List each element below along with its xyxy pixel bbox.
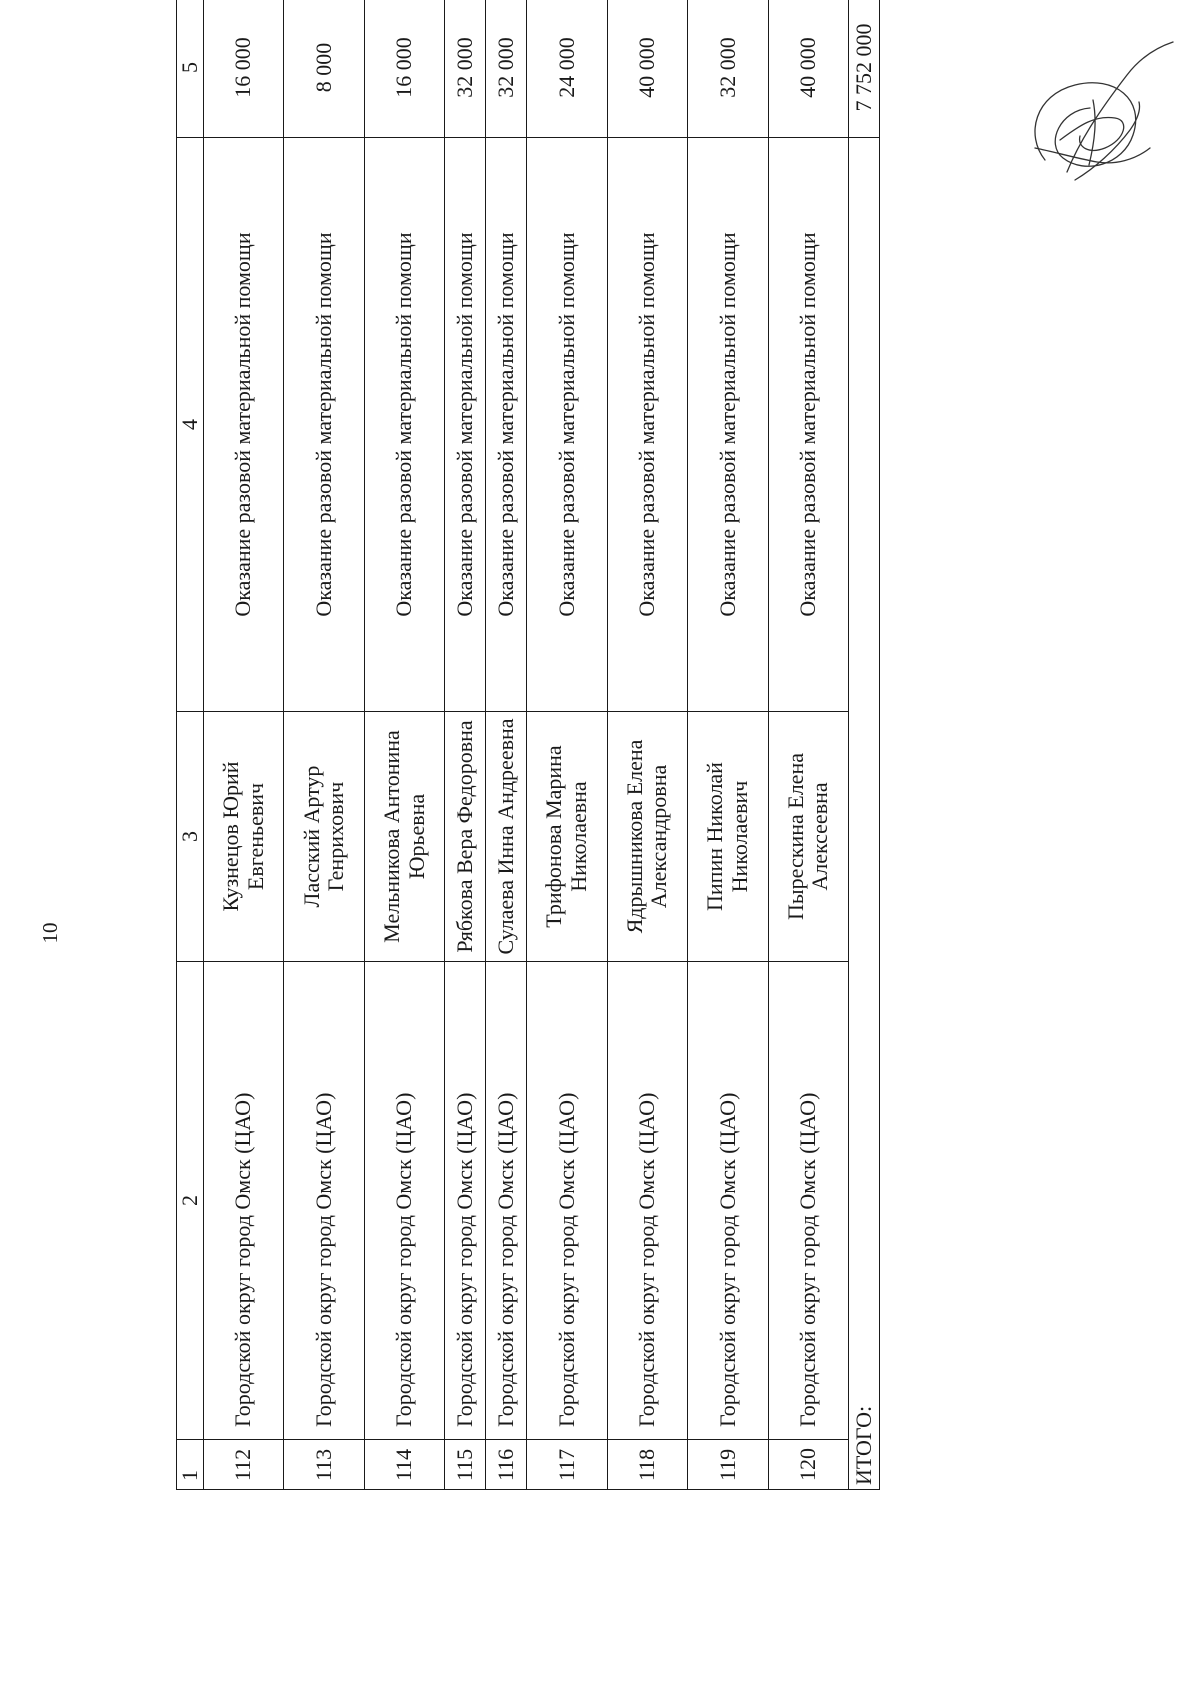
aid-table bbox=[176, 0, 880, 1490]
table-row bbox=[204, 0, 284, 1490]
service-cell: Оказание разовой материальной помощи bbox=[688, 138, 768, 712]
total-amount: 7 752 000 bbox=[849, 0, 880, 138]
region-cell: Городской округ город Омск (ЦАО) bbox=[445, 962, 486, 1440]
region-cell: Городской округ город Омск (ЦАО) bbox=[607, 962, 687, 1440]
amount-cell: 40 000 bbox=[768, 0, 848, 138]
amount-cell: 8 000 bbox=[284, 0, 364, 138]
service-cell: Оказание разовой материальной помощи bbox=[607, 138, 687, 712]
table-row bbox=[284, 0, 364, 1490]
table-row bbox=[445, 0, 486, 1490]
recipient-name-cell: Ядрышникова Елена Александровна bbox=[607, 712, 687, 962]
service-cell: Оказание разовой материальной помощи bbox=[768, 138, 848, 712]
recipient-name-cell: Мельникова Антонина Юрьевна bbox=[364, 712, 444, 962]
service-cell: Оказание разовой материальной помощи bbox=[486, 138, 527, 712]
recipient-name-cell: Ласский Артур Генрихович bbox=[284, 712, 364, 962]
region-cell: Городской округ город Омск (ЦАО) bbox=[204, 962, 284, 1440]
region-cell: Городской округ город Омск (ЦАО) bbox=[688, 962, 768, 1440]
total-row bbox=[849, 0, 880, 1490]
region-cell: Городской округ город Омск (ЦАО) bbox=[527, 962, 607, 1440]
row-number: 113 bbox=[284, 1440, 364, 1490]
amount-cell: 16 000 bbox=[204, 0, 284, 138]
recipient-name-cell: Пырескина Елена Алексеевна bbox=[768, 712, 848, 962]
service-cell: Оказание разовой материальной помощи bbox=[445, 138, 486, 712]
row-number: 119 bbox=[688, 1440, 768, 1490]
table-row bbox=[527, 0, 607, 1490]
region-cell: Городской округ город Омск (ЦАО) bbox=[284, 962, 364, 1440]
header-col-2: 2 bbox=[177, 962, 204, 1440]
row-number: 115 bbox=[445, 1440, 486, 1490]
page-number: 10 bbox=[38, 922, 62, 944]
row-number: 114 bbox=[364, 1440, 444, 1490]
header-row bbox=[177, 0, 204, 1490]
header-col-5: 5 bbox=[177, 0, 204, 138]
amount-cell: 40 000 bbox=[607, 0, 687, 138]
table-row bbox=[607, 0, 687, 1490]
amount-cell: 16 000 bbox=[364, 0, 444, 138]
row-number: 117 bbox=[527, 1440, 607, 1490]
amount-cell: 24 000 bbox=[527, 0, 607, 138]
header-col-4: 4 bbox=[177, 138, 204, 712]
amount-cell: 32 000 bbox=[688, 0, 768, 138]
region-cell: Городской округ город Омск (ЦАО) bbox=[364, 962, 444, 1440]
row-number: 116 bbox=[486, 1440, 527, 1490]
recipient-name-cell: Кузнецов Юрий Евгеньевич bbox=[204, 712, 284, 962]
service-cell: Оказание разовой материальной помощи bbox=[284, 138, 364, 712]
service-cell: Оказание разовой материальной помощи bbox=[364, 138, 444, 712]
table-row bbox=[486, 0, 527, 1490]
recipient-name-cell: Пипин Николай Николаевич bbox=[688, 712, 768, 962]
region-cell: Городской округ город Омск (ЦАО) bbox=[768, 962, 848, 1440]
recipient-name-cell: Сулаева Инна Андреевна bbox=[486, 712, 527, 962]
row-number: 112 bbox=[204, 1440, 284, 1490]
table-row bbox=[364, 0, 444, 1490]
table-row bbox=[688, 0, 768, 1490]
handwritten-signature-icon bbox=[1005, 40, 1180, 200]
service-cell: Оказание разовой материальной помощи bbox=[204, 138, 284, 712]
amount-cell: 32 000 bbox=[486, 0, 527, 138]
table-row bbox=[768, 0, 848, 1490]
amount-cell: 32 000 bbox=[445, 0, 486, 138]
recipient-name-cell: Трифонова Марина Николаевна bbox=[527, 712, 607, 962]
header-col-3: 3 bbox=[177, 712, 204, 962]
header-col-1: 1 bbox=[177, 1440, 204, 1490]
total-label: ИТОГО: bbox=[849, 138, 880, 1490]
table-container bbox=[176, 0, 880, 1490]
recipient-name-cell: Рябкова Вера Федоровна bbox=[445, 712, 486, 962]
row-number: 120 bbox=[768, 1440, 848, 1490]
region-cell: Городской округ город Омск (ЦАО) bbox=[486, 962, 527, 1440]
row-number: 118 bbox=[607, 1440, 687, 1490]
service-cell: Оказание разовой материальной помощи bbox=[527, 138, 607, 712]
